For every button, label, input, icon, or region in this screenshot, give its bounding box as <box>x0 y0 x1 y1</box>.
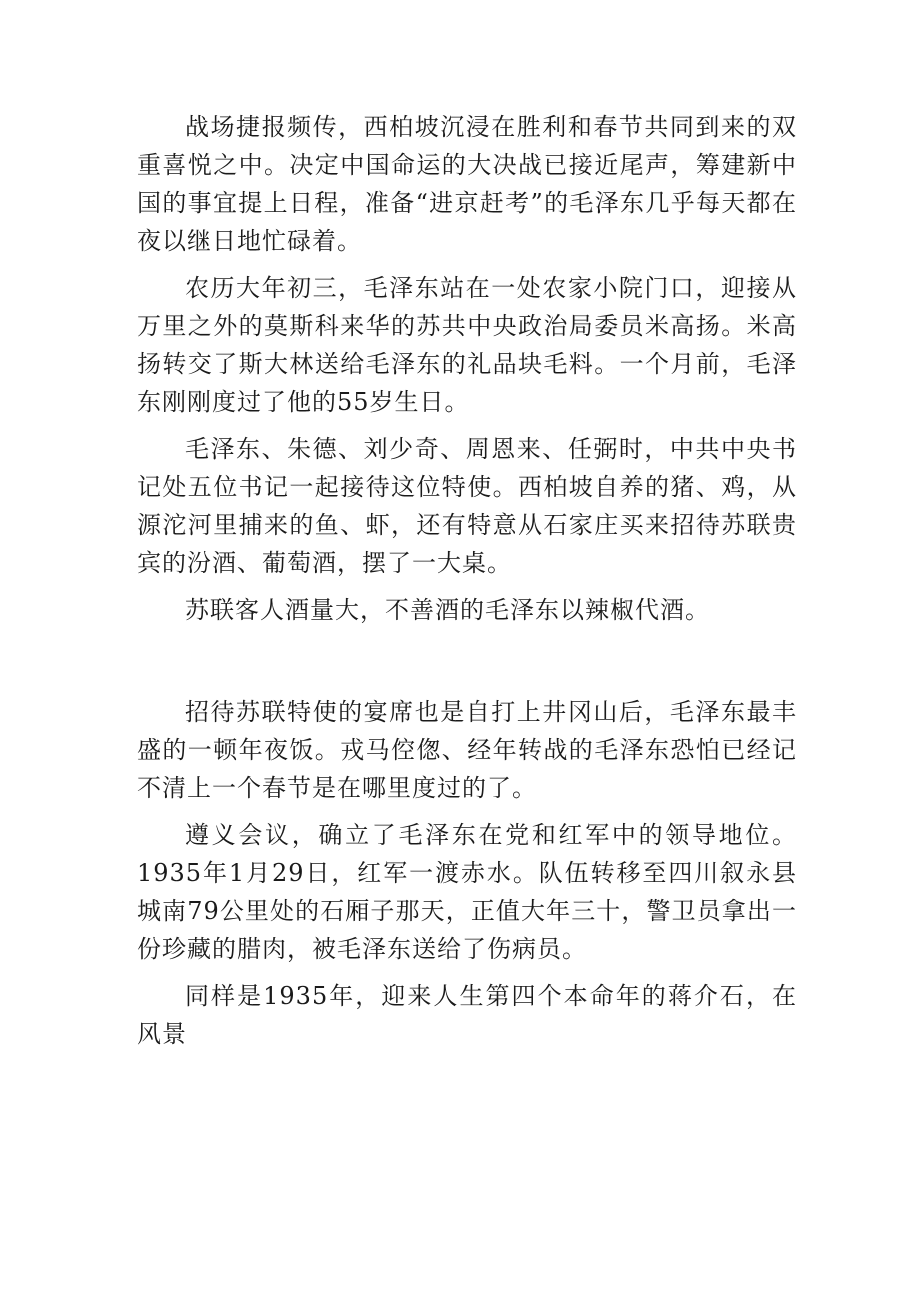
section-gap <box>137 629 797 693</box>
paragraph-gap <box>137 807 797 816</box>
paragraph-6: 遵义会议，确立了毛泽东在党和红军中的领导地位。1935年1月29日，红军一渡赤水。队伍转移至四川叙永县城南79公里处的石厢子那天，正值大年三十，警卫员拿出一份珍藏的腊肉，被毛泽东送给了伤病员。 <box>137 821 797 963</box>
document-body <box>137 108 797 1053</box>
paragraph-5: 招待苏联特使的宴席也是自打上井冈山后，毛泽东最丰盛的一顿年夜饭。戎马倥偬、经年转战的毛泽东恐怕已经记不清上一个春节是在哪里度过的了。 <box>137 698 797 802</box>
paragraph-gap <box>137 582 797 591</box>
paragraph-2: 农历大年初三，毛泽东站在一处农家小院门口，迎接从万里之外的莫斯科来华的苏共中央政治局委员米高扬。米高扬转交了斯大林送给毛泽东的礼品块毛料。一个月前，毛泽东刚刚度过了他的55岁生日。 <box>137 274 797 416</box>
paragraph-7: 同样是1935年，迎来人生第四个本命年的蒋介石，在风景 <box>137 982 797 1048</box>
paragraph-gap <box>137 421 797 430</box>
paragraph-3: 毛泽东、朱德、刘少奇、周恩来、任弼时，中共中央书记处五位书记一起接待这位特使。西柏坡自养的猪、鸡，从源沱河里捕来的鱼、虾，还有特意从石家庄买来招待苏联贵宾的汾酒、葡萄酒，摆了一大桌。 <box>137 435 797 577</box>
paragraph-gap <box>137 968 797 977</box>
paragraph-1: 战场捷报频传，西柏坡沉浸在胜利和春节共同到来的双重喜悦之中。决定中国命运的大决战已接近尾声，筹建新中国的事宜提上日程，准备“进京赶考”的毛泽东几乎每天都在夜以继日地忙碌着。 <box>137 113 797 255</box>
paragraph-4: 苏联客人酒量大，不善酒的毛泽东以辣椒代酒。 <box>185 596 710 624</box>
paragraph-gap <box>137 260 797 269</box>
